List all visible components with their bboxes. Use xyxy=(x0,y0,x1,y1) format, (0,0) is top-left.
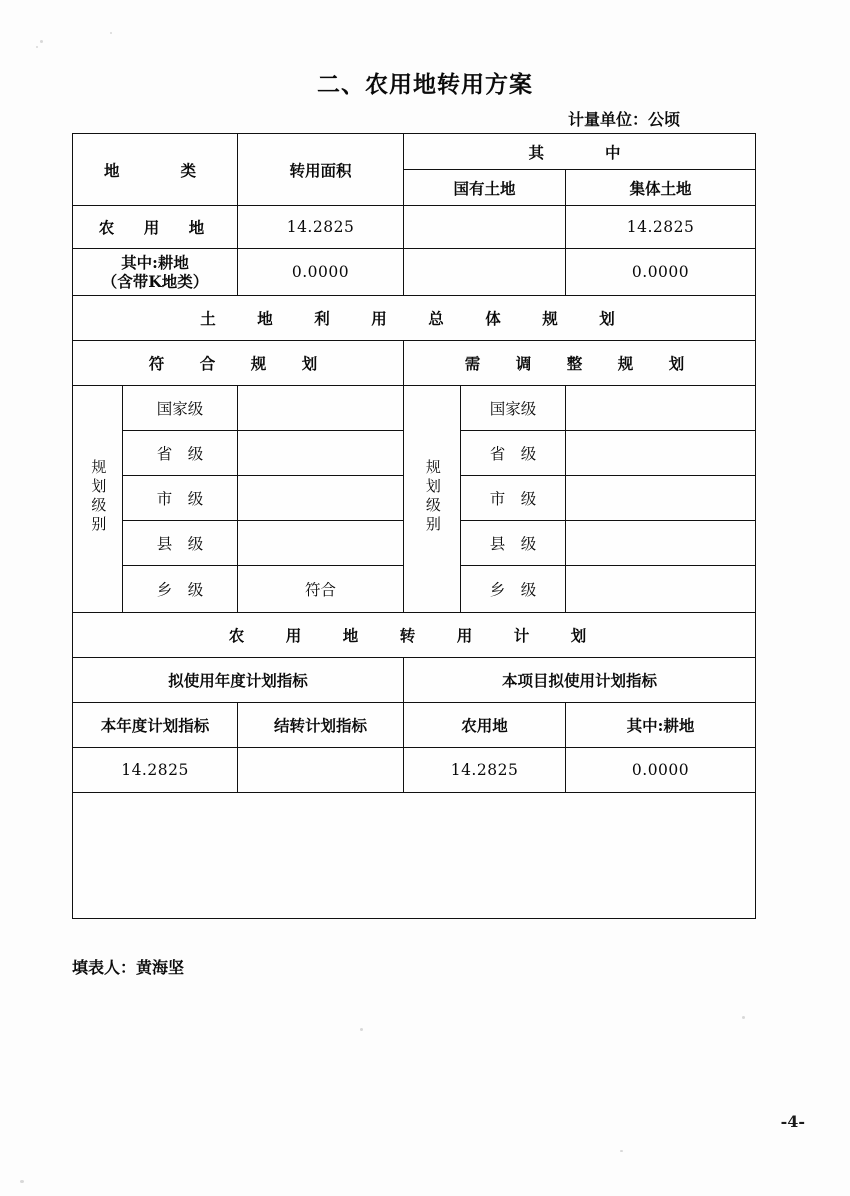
cell-cultivated-state-owned xyxy=(404,249,566,296)
planning-level-row xyxy=(73,386,756,431)
scan-speckle xyxy=(620,1150,623,1152)
quota-column-header-row xyxy=(73,703,756,748)
quota-value-carryover xyxy=(238,748,404,793)
quota-category-project: 本项目拟使用计划指标 xyxy=(404,658,756,703)
page-title: 二、农用地转用方案 xyxy=(317,72,533,98)
section-title-row xyxy=(73,613,756,658)
conform-level-value-municipal xyxy=(238,476,404,521)
adjust-level-value-township xyxy=(566,566,756,613)
cell-cultivated-converted-area: 0.0000 xyxy=(238,249,404,296)
adjust-planning-level-header xyxy=(404,386,461,613)
conversion-plan-table-wrapper xyxy=(72,133,755,919)
quota-column-current-year: 本年度计划指标 xyxy=(73,703,238,748)
preparer-label: 填表人：黄海坚 xyxy=(72,958,185,977)
scan-speckle xyxy=(40,40,43,43)
conform-level-value-township: 符合 xyxy=(238,566,404,613)
table-row xyxy=(73,206,756,249)
adjust-level-value-municipal xyxy=(566,476,756,521)
conform-level-value-county xyxy=(238,521,404,566)
adjust-level-name-county: 县 级 xyxy=(461,521,566,566)
agricultural-land-conversion-table xyxy=(72,133,756,919)
table-header-row xyxy=(73,134,756,170)
header-converted-area: 转用面积 xyxy=(238,134,404,206)
scan-speckle xyxy=(20,1180,24,1183)
cell-agricultural-converted-area: 14.2825 xyxy=(238,206,404,249)
section-title-conversion-plan: 农 用 地 转 用 计 划 xyxy=(73,613,756,658)
conform-level-name-national: 国家级 xyxy=(123,386,238,431)
plan-category-adjust: 需 调 整 规 划 xyxy=(404,341,756,386)
notes-cell xyxy=(73,793,756,919)
cell-agricultural-state-owned xyxy=(404,206,566,249)
plan-category-row xyxy=(73,341,756,386)
scan-speckle xyxy=(360,1028,363,1031)
quota-value-agricultural-land: 14.2825 xyxy=(404,748,566,793)
header-state-owned-land: 国有土地 xyxy=(404,170,566,206)
adjust-level-name-municipal: 市 级 xyxy=(461,476,566,521)
conform-level-value-national xyxy=(238,386,404,431)
quota-category-annual: 拟使用年度计划指标 xyxy=(73,658,404,703)
adjust-level-value-national xyxy=(566,386,756,431)
quota-column-cultivated-land: 其中:耕地 xyxy=(566,703,756,748)
scan-speckle xyxy=(36,46,38,48)
adjust-planning-level-label: 规划级别 xyxy=(423,459,442,535)
scan-speckle xyxy=(110,32,112,34)
conform-level-name-township: 乡 级 xyxy=(123,566,238,613)
row-label-cultivated-line2: （含带K地类） xyxy=(101,272,209,291)
conform-level-name-county: 县 级 xyxy=(123,521,238,566)
header-collective-land: 集体土地 xyxy=(566,170,756,206)
adjust-level-name-township: 乡 级 xyxy=(461,566,566,613)
plan-category-conform: 符 合 规 划 xyxy=(73,341,404,386)
scan-speckle xyxy=(742,1016,745,1019)
adjust-level-value-provincial xyxy=(566,431,756,476)
header-of-which: 其 中 xyxy=(404,134,756,170)
quota-column-carryover: 结转计划指标 xyxy=(238,703,404,748)
adjust-level-name-national: 国家级 xyxy=(461,386,566,431)
measurement-unit-note: 计量单位：公顷 xyxy=(567,110,680,129)
cell-agricultural-collective: 14.2825 xyxy=(566,206,756,249)
quota-column-agricultural-land: 农用地 xyxy=(404,703,566,748)
section-title-overall-land-use-plan: 土 地 利 用 总 体 规 划 xyxy=(73,296,756,341)
row-label-agricultural-land: 农 用 地 xyxy=(73,206,238,249)
conform-level-name-municipal: 市 级 xyxy=(123,476,238,521)
row-label-cultivated-land xyxy=(73,249,238,296)
row-label-cultivated-line1: 其中:耕地 xyxy=(121,252,189,272)
cell-cultivated-collective: 0.0000 xyxy=(566,249,756,296)
notes-row xyxy=(73,793,756,919)
section-title-row xyxy=(73,296,756,341)
adjust-level-value-county xyxy=(566,521,756,566)
conform-planning-level-label: 规划级别 xyxy=(89,459,108,535)
conform-planning-level-header xyxy=(73,386,123,613)
quota-value-row xyxy=(73,748,756,793)
table-row xyxy=(73,249,756,296)
quota-value-cultivated-land: 0.0000 xyxy=(566,748,756,793)
quota-value-current-year: 14.2825 xyxy=(73,748,238,793)
conform-level-value-provincial xyxy=(238,431,404,476)
conform-level-name-provincial: 省 级 xyxy=(123,431,238,476)
header-land-type: 地 类 xyxy=(73,134,238,206)
page-number: -4- xyxy=(780,1112,805,1131)
quota-category-row xyxy=(73,658,756,703)
adjust-level-name-provincial: 省 级 xyxy=(461,431,566,476)
